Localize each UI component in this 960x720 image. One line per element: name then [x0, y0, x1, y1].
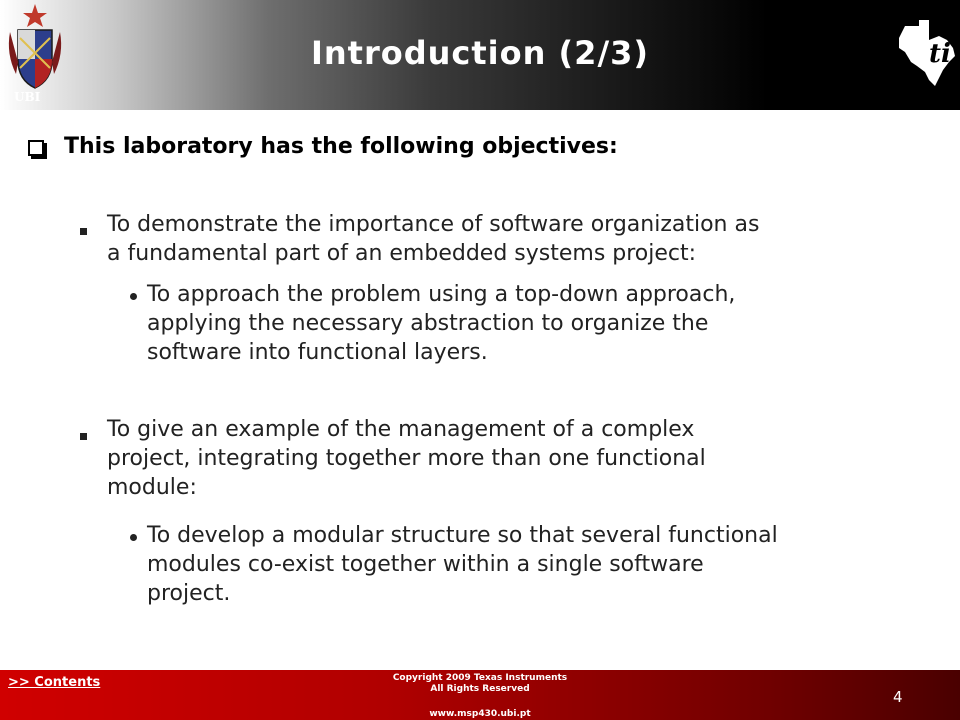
ubi-logo-text: UBI	[14, 90, 41, 104]
objective-2-subitem	[147, 521, 937, 608]
objectives-heading-text: This laboratory has the following objectives:	[64, 134, 618, 159]
texas-instruments-logo-icon	[895, 18, 957, 88]
objective-1-line-1: To demonstrate the importance of software organization as	[107, 212, 760, 237]
objective-item-1	[107, 210, 927, 268]
round-bullet-icon	[130, 534, 137, 541]
objective-2-line-3: module:	[107, 475, 197, 500]
copyright-notice	[340, 673, 620, 695]
objective-1-sub-line-3: software into functional layers.	[147, 340, 488, 365]
objective-2-line-1: To give an example of the management of a complex	[107, 417, 695, 442]
round-bullet-icon	[130, 293, 137, 300]
objective-2-sub-line-2: modules co-exist together within a single software	[147, 552, 704, 577]
objective-2-sub-line-1: To develop a modular structure so that several functional	[147, 523, 778, 548]
objectives-heading	[28, 134, 618, 159]
copyright-line-1: Copyright 2009 Texas Instruments	[392, 673, 568, 683]
objective-1-sub-line-1: To approach the problem using a top-down approach,	[147, 282, 736, 307]
copyright-line-2: All Rights Reserved	[430, 684, 530, 694]
slide-footer	[0, 670, 960, 720]
page-number: 4	[893, 688, 903, 706]
objective-1-subitem	[147, 280, 937, 367]
slide-title: Introduction (2/3)	[310, 34, 650, 72]
slide-header	[0, 0, 960, 110]
objective-1-sub-line-2: applying the necessary abstraction to organize the	[147, 311, 709, 336]
objective-item-2	[107, 415, 927, 502]
svg-text:ti: ti	[929, 39, 951, 69]
square-bullet-icon	[80, 433, 87, 440]
contents-link[interactable]: >> Contents	[8, 675, 101, 690]
slide-body	[0, 110, 960, 670]
checkbox-bullet-icon	[28, 140, 44, 156]
footer-url: www.msp430.ubi.pt	[429, 709, 531, 719]
objective-2-sub-line-3: project.	[147, 581, 231, 606]
square-bullet-icon	[80, 228, 87, 235]
objective-2-line-2: project, integrating together more than one functional	[107, 446, 706, 471]
objective-1-line-2: a fundamental part of an embedded systems project:	[107, 241, 697, 266]
